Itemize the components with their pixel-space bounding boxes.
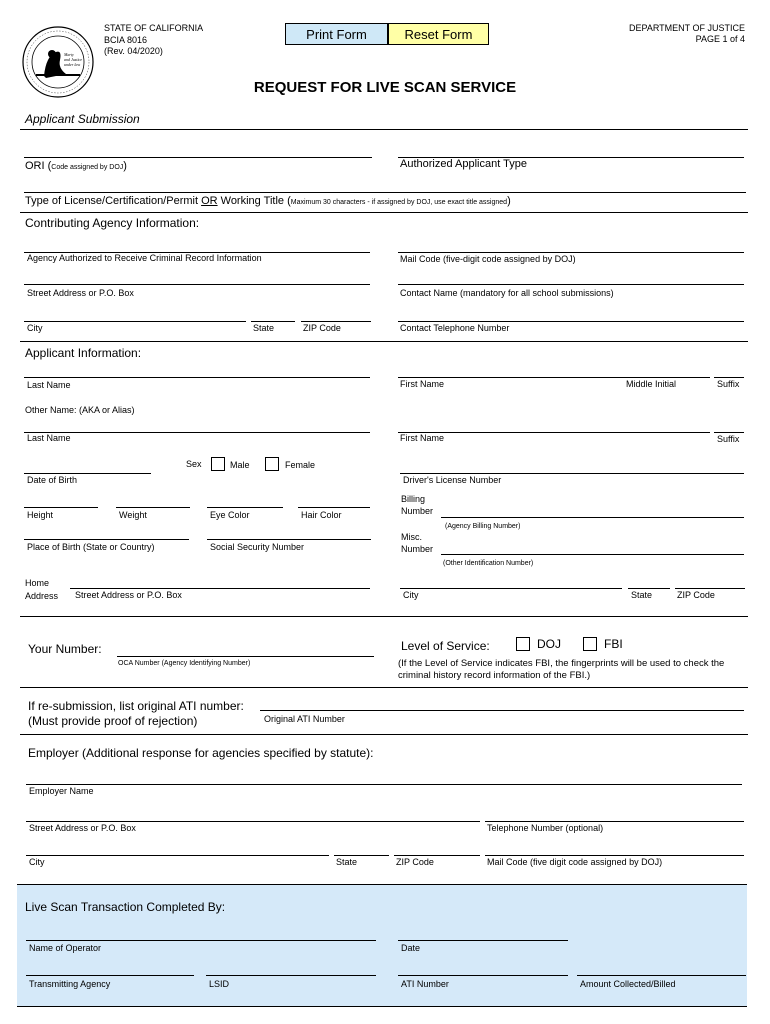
resubmission-proof-label: (Must provide proof of rejection)	[28, 714, 198, 728]
misc-number-field[interactable]	[441, 554, 744, 555]
eye-color-label: Eye Color	[210, 510, 250, 520]
amount-field[interactable]	[577, 975, 746, 976]
operator-name-field[interactable]	[26, 940, 376, 941]
home-zip-label: ZIP Code	[677, 590, 715, 600]
misc-label-b: Number	[401, 544, 434, 554]
agency-zip-label: ZIP Code	[303, 323, 341, 333]
place-of-birth-label: Place of Birth (State or Country)	[27, 542, 155, 552]
agency-city-field[interactable]	[24, 321, 246, 322]
ori-label: ORI (Code assigned by DOJ)	[25, 160, 127, 172]
employer-heading: Employer (Additional response for agencies specified by statute):	[28, 746, 374, 760]
ati-number-field[interactable]	[398, 975, 568, 976]
billing-number-hint: (Agency Billing Number)	[445, 523, 521, 530]
employer-phone-label: Telephone Number (optional)	[487, 823, 604, 833]
section-rule	[20, 616, 748, 617]
license-type-label: Type of License/Certification/Permit OR Working Title (Maximum 30 characters - if assigned by DOJ, use exact title assigned)	[25, 195, 511, 207]
female-label: Female	[285, 460, 316, 470]
eye-color-field[interactable]	[207, 507, 283, 508]
mail-code-label: Mail Code (five-digit code assigned by DOJ)	[400, 254, 576, 264]
state-name: STATE OF CALIFORNIA	[104, 23, 204, 33]
aka-first-name-field[interactable]	[398, 432, 710, 433]
aka-suffix-label: Suffix	[717, 434, 740, 444]
lsid-label: LSID	[209, 979, 230, 989]
weight-label: Weight	[119, 510, 147, 520]
license-type-field[interactable]	[24, 192, 746, 193]
authorized-applicant-type-label: Authorized Applicant Type	[400, 158, 527, 170]
print-form-button[interactable]: Print Form	[285, 23, 388, 45]
live-scan-heading: Live Scan Transaction Completed By:	[25, 900, 226, 914]
fbi-label: FBI	[604, 637, 623, 651]
section-rule	[20, 129, 748, 130]
amount-label: Amount Collected/Billed	[580, 979, 676, 989]
page-number: PAGE 1 of 4	[695, 34, 745, 44]
male-label: Male	[230, 460, 250, 470]
oca-number-hint: OCA Number (Agency Identifying Number)	[118, 660, 251, 667]
fbi-note-line2: criminal history record information of the FBI.)	[398, 670, 591, 681]
operator-name-label: Name of Operator	[29, 943, 102, 953]
home-street-label: Street Address or P.O. Box	[75, 590, 182, 600]
section-rule	[20, 341, 748, 342]
employer-state-label: State	[336, 857, 358, 867]
contributing-agency-heading: Contributing Agency Information:	[25, 216, 200, 230]
transmitting-agency-field[interactable]	[26, 975, 194, 976]
employer-city-label: City	[29, 857, 45, 867]
employer-city-field[interactable]	[26, 855, 329, 856]
form-id: BCIA 8016	[104, 35, 148, 45]
agency-street-field[interactable]	[24, 284, 370, 285]
billing-number-field[interactable]	[441, 517, 744, 518]
agency-label: Agency Authorized to Receive Criminal Record Information	[27, 253, 262, 263]
last-name-field[interactable]	[24, 377, 370, 378]
form-title: REQUEST FOR LIVE SCAN SERVICE	[253, 79, 517, 96]
level-of-service-label: Level of Service:	[401, 639, 490, 653]
your-number-label: Your Number:	[28, 642, 102, 656]
suffix-label: Suffix	[717, 379, 740, 389]
svg-text:Marty: Marty	[64, 52, 74, 57]
hair-color-field[interactable]	[298, 507, 370, 508]
agency-city-label: City	[27, 323, 43, 333]
hair-color-label: Hair Color	[301, 510, 342, 520]
ssn-label: Social Security Number	[210, 542, 305, 552]
aka-last-name-field[interactable]	[24, 432, 370, 433]
other-name-label: Other Name: (AKA or Alias)	[25, 405, 135, 415]
section-rule	[20, 212, 748, 213]
doj-checkbox[interactable]	[516, 637, 530, 651]
transmitting-agency-label: Transmitting Agency	[29, 979, 111, 989]
employer-mail-code-label: Mail Code (five digit code assigned by DOJ)	[487, 857, 663, 867]
applicant-submission-heading: Applicant Submission	[25, 112, 140, 126]
employer-street-label: Street Address or P.O. Box	[29, 823, 136, 833]
resubmission-label: If re-submission, list original ATI number:	[28, 699, 244, 713]
aka-first-name-label: First Name	[400, 433, 445, 443]
ori-field[interactable]	[24, 157, 372, 158]
drivers-license-label: Driver's License Number	[403, 475, 502, 485]
employer-name-field[interactable]	[26, 784, 742, 785]
contact-name-field[interactable]	[398, 284, 744, 285]
ati-number-label: ATI Number	[401, 979, 449, 989]
billing-label-a: Billing	[401, 494, 426, 504]
ssn-field[interactable]	[207, 539, 371, 540]
applicant-information-heading: Applicant Information:	[25, 346, 142, 360]
last-name-label: Last Name	[27, 380, 71, 390]
dob-label: Date of Birth	[27, 475, 78, 485]
form-revision: (Rev. 04/2020)	[104, 46, 163, 56]
department-name: DEPARTMENT OF JUSTICE	[628, 23, 745, 33]
misc-label-a: Misc.	[401, 532, 422, 542]
home-label-b: Address	[25, 591, 59, 601]
male-checkbox[interactable]	[211, 457, 225, 471]
section-rule	[20, 734, 748, 735]
svg-text:and Justice: and Justice	[64, 57, 83, 62]
billing-label-b: Number	[401, 506, 434, 516]
height-field[interactable]	[24, 507, 98, 508]
lsid-field[interactable]	[206, 975, 376, 976]
first-name-label: First Name	[400, 379, 445, 389]
home-state-label: State	[631, 590, 653, 600]
fbi-note-line1: (If the Level of Service indicates FBI, the fingerprints will be used to check the	[398, 658, 725, 669]
middle-initial-label: Middle Initial	[626, 379, 677, 389]
place-of-birth-field[interactable]	[24, 539, 189, 540]
reset-form-button[interactable]: Reset Form	[388, 23, 489, 45]
contact-phone-label: Contact Telephone Number	[400, 323, 510, 333]
section-rule	[20, 687, 748, 688]
contact-name-label: Contact Name (mandatory for all school submissions)	[400, 288, 614, 298]
home-city-label: City	[403, 590, 419, 600]
home-city-field[interactable]	[400, 588, 622, 589]
weight-field[interactable]	[116, 507, 190, 508]
employer-zip-label: ZIP Code	[396, 857, 434, 867]
original-ati-field[interactable]	[260, 710, 744, 711]
doj-label: DOJ	[537, 637, 561, 651]
your-number-field[interactable]	[117, 656, 374, 657]
height-label: Height	[27, 510, 54, 520]
svg-text:under law: under law	[64, 62, 81, 67]
misc-number-hint: (Other Identification Number)	[443, 560, 534, 567]
sex-label: Sex	[186, 459, 202, 469]
employer-name-label: Employer Name	[29, 786, 94, 796]
fbi-checkbox[interactable]	[583, 637, 597, 651]
date-label: Date	[401, 943, 421, 953]
agency-state-label: State	[253, 323, 275, 333]
date-field[interactable]	[398, 940, 568, 941]
home-label-a: Home	[25, 578, 50, 588]
female-checkbox[interactable]	[265, 457, 279, 471]
aka-last-name-label: Last Name	[27, 433, 71, 443]
original-ati-label: Original ATI Number	[264, 714, 345, 724]
agency-street-label: Street Address or P.O. Box	[27, 288, 134, 298]
